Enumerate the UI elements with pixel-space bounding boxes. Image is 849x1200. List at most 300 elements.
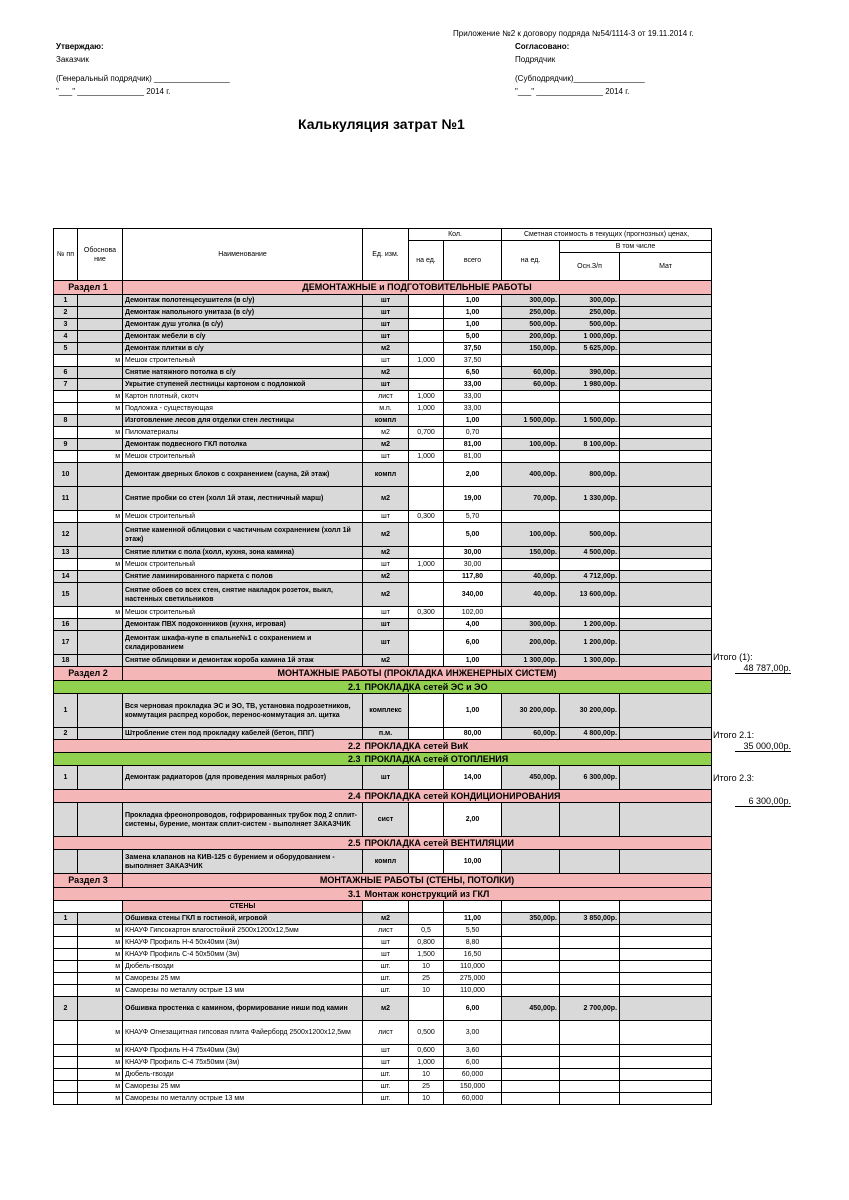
- material-row: [54, 949, 712, 961]
- walls-spacer: [54, 901, 123, 913]
- material-row: [54, 937, 712, 949]
- total-1-label: Итого (1):: [713, 652, 753, 662]
- row-number: 6: [54, 367, 78, 379]
- row-unit: м2: [363, 583, 409, 607]
- row-main-salary: [560, 850, 620, 874]
- empty-cell: [363, 901, 409, 913]
- row-qty-per-unit: [409, 415, 444, 427]
- row-cost-per-unit: [502, 1081, 560, 1093]
- row-qty-total: 30,00: [444, 547, 502, 559]
- row-main-salary: [560, 937, 620, 949]
- work-row: [54, 631, 712, 655]
- row-qty-per-unit: [409, 319, 444, 331]
- row-qty-total: 102,00: [444, 607, 502, 619]
- row-qty-per-unit: [409, 850, 444, 874]
- row-cost-per-unit: [502, 559, 560, 571]
- row-qty-total: 5,50: [444, 925, 502, 937]
- row-number: 9: [54, 439, 78, 451]
- agree-date: "___" _______________ 2014 г.: [515, 87, 630, 96]
- row-basis: м: [78, 961, 123, 973]
- row-materials: [620, 631, 712, 655]
- section-3-header: [54, 874, 712, 888]
- row-cost-per-unit: [502, 355, 560, 367]
- row-materials: [620, 427, 712, 439]
- row-basis: [78, 997, 123, 1021]
- row-qty-total: 81,00: [444, 439, 502, 451]
- row-unit: м2: [363, 523, 409, 547]
- row-materials: [620, 1069, 712, 1081]
- row-cost-per-unit: 400,00р.: [502, 463, 560, 487]
- work-row: [54, 803, 712, 837]
- row-cost-per-unit: 60,00р.: [502, 728, 560, 740]
- row-unit: п.м.: [363, 728, 409, 740]
- cost-table: [53, 228, 712, 1105]
- row-unit: шт.: [363, 1081, 409, 1093]
- row-name: Демонтаж ПВХ подоконников (кухня, игровая): [123, 619, 363, 631]
- row-qty-per-unit: 0,300: [409, 607, 444, 619]
- row-number: [54, 803, 78, 837]
- col-unit: Ед. изм.: [363, 229, 409, 281]
- row-qty-per-unit: 10: [409, 961, 444, 973]
- row-basis: м: [78, 607, 123, 619]
- row-number: 18: [54, 655, 78, 667]
- row-number: 2: [54, 997, 78, 1021]
- row-cost-per-unit: 300,00р.: [502, 619, 560, 631]
- row-basis: [78, 547, 123, 559]
- row-name: Демонтаж душ уголка (в с/у): [123, 319, 363, 331]
- material-row: [54, 607, 712, 619]
- row-main-salary: 6 300,00р.: [560, 766, 620, 790]
- row-materials: [620, 1045, 712, 1057]
- row-cost-per-unit: [502, 1021, 560, 1045]
- col-num: № пп: [54, 229, 78, 281]
- row-unit: шт.: [363, 1093, 409, 1105]
- row-basis: м: [78, 355, 123, 367]
- row-name: Саморезы 25 мм: [123, 1081, 363, 1093]
- row-unit: шт.: [363, 1069, 409, 1081]
- row-cost-per-unit: 40,00р.: [502, 571, 560, 583]
- work-row: [54, 367, 712, 379]
- row-basis: м: [78, 925, 123, 937]
- row-qty-per-unit: [409, 295, 444, 307]
- row-materials: [620, 728, 712, 740]
- row-number: 12: [54, 523, 78, 547]
- subsection-2-2: [54, 740, 712, 753]
- row-materials: [620, 961, 712, 973]
- row-unit: шт: [363, 949, 409, 961]
- row-main-salary: [560, 559, 620, 571]
- row-basis: [78, 367, 123, 379]
- row-unit: шт: [363, 307, 409, 319]
- row-qty-per-unit: [409, 343, 444, 355]
- row-unit: шт: [363, 607, 409, 619]
- row-qty-per-unit: [409, 997, 444, 1021]
- row-qty-total: 3,00: [444, 1021, 502, 1045]
- row-number: 7: [54, 379, 78, 391]
- row-qty-total: 4,00: [444, 619, 502, 631]
- row-main-salary: 13 600,00р.: [560, 583, 620, 607]
- row-qty-total: 81,00: [444, 451, 502, 463]
- subsection-number: 2.5: [54, 837, 363, 850]
- row-qty-total: 10,00: [444, 850, 502, 874]
- total-23-label: Итого 2.3:: [713, 773, 755, 783]
- row-qty-per-unit: 10: [409, 1093, 444, 1105]
- row-qty-per-unit: [409, 331, 444, 343]
- row-qty-total: 2,00: [444, 803, 502, 837]
- row-name: КНАУФ Профиль Н-4 50х40мм (3м): [123, 937, 363, 949]
- row-main-salary: [560, 1081, 620, 1093]
- row-materials: [620, 403, 712, 415]
- row-qty-per-unit: [409, 803, 444, 837]
- row-number: [54, 937, 78, 949]
- row-number: 2: [54, 307, 78, 319]
- row-cost-per-unit: [502, 1057, 560, 1069]
- row-cost-per-unit: [502, 1045, 560, 1057]
- col-qty: Кол.: [409, 229, 502, 241]
- row-main-salary: [560, 985, 620, 997]
- subsection-2-5: [54, 837, 712, 850]
- row-unit: шт: [363, 511, 409, 523]
- row-basis: [78, 415, 123, 427]
- row-materials: [620, 451, 712, 463]
- row-unit: шт: [363, 559, 409, 571]
- row-materials: [620, 355, 712, 367]
- row-main-salary: 8 100,00р.: [560, 439, 620, 451]
- approve-date: "___" _______________ 2014 г.: [56, 87, 171, 96]
- row-main-salary: [560, 607, 620, 619]
- row-main-salary: [560, 427, 620, 439]
- walls-label: СТЕНЫ: [123, 901, 363, 913]
- row-name: Демонтаж радиаторов (для проведения малярных работ): [123, 766, 363, 790]
- work-row: [54, 523, 712, 547]
- material-row: [54, 403, 712, 415]
- material-row: [54, 961, 712, 973]
- row-number: 5: [54, 343, 78, 355]
- row-materials: [620, 973, 712, 985]
- row-number: [54, 961, 78, 973]
- row-cost-per-unit: 200,00р.: [502, 631, 560, 655]
- row-basis: [78, 331, 123, 343]
- approve-general: (Генеральный подрядчик) _________________: [56, 74, 230, 83]
- row-qty-per-unit: [409, 571, 444, 583]
- row-name: Демонтаж мебели в с/у: [123, 331, 363, 343]
- row-name: Демонтаж напольного унитаза (в с/у): [123, 307, 363, 319]
- row-name: Демонтаж плитки в с/у: [123, 343, 363, 355]
- subsection-number: 2.4: [54, 790, 363, 803]
- row-basis: [78, 913, 123, 925]
- row-main-salary: 1 980,00р.: [560, 379, 620, 391]
- row-number: [54, 1093, 78, 1105]
- row-basis: [78, 463, 123, 487]
- row-basis: м: [78, 391, 123, 403]
- row-cost-per-unit: [502, 391, 560, 403]
- row-qty-total: 1,00: [444, 655, 502, 667]
- row-name: Саморезы 25 мм: [123, 973, 363, 985]
- row-qty-per-unit: 1,000: [409, 1057, 444, 1069]
- work-row: [54, 694, 712, 728]
- row-materials: [620, 850, 712, 874]
- row-materials: [620, 583, 712, 607]
- row-main-salary: 3 850,00р.: [560, 913, 620, 925]
- row-materials: [620, 343, 712, 355]
- row-name: Снятие натяжного потолка в с/у: [123, 367, 363, 379]
- row-main-salary: [560, 949, 620, 961]
- row-basis: м: [78, 427, 123, 439]
- row-materials: [620, 607, 712, 619]
- row-basis: м: [78, 1057, 123, 1069]
- row-main-salary: 500,00р.: [560, 523, 620, 547]
- row-cost-per-unit: [502, 961, 560, 973]
- material-row: [54, 559, 712, 571]
- row-basis: м: [78, 511, 123, 523]
- row-name: Картон плотный, скотч: [123, 391, 363, 403]
- row-unit: м2: [363, 439, 409, 451]
- row-qty-per-unit: 0,5: [409, 925, 444, 937]
- row-cost-per-unit: 250,00р.: [502, 307, 560, 319]
- row-unit: компл: [363, 415, 409, 427]
- row-basis: [78, 439, 123, 451]
- row-qty-per-unit: [409, 694, 444, 728]
- work-row: [54, 343, 712, 355]
- row-main-salary: [560, 355, 620, 367]
- section-title: ДЕМОНТАЖНЫЕ и ПОДГОТОВИТЕЛЬНЫЕ РАБОТЫ: [123, 281, 712, 295]
- row-name: Дюбель-гвозди: [123, 961, 363, 973]
- row-basis: [78, 295, 123, 307]
- row-unit: шт: [363, 319, 409, 331]
- row-unit: шт: [363, 379, 409, 391]
- row-qty-per-unit: 0,600: [409, 1045, 444, 1057]
- work-row: [54, 997, 712, 1021]
- total-21-value: 35 000,00р.: [735, 741, 791, 752]
- material-row: [54, 1057, 712, 1069]
- total-21-label: Итого 2.1:: [713, 730, 755, 740]
- row-qty-per-unit: [409, 766, 444, 790]
- row-unit: м2: [363, 427, 409, 439]
- row-name: Демонтаж шкафа-купе в спальне№1 с сохранением и складированием: [123, 631, 363, 655]
- empty-cell: [444, 901, 502, 913]
- row-name: Обшивка стены ГКЛ в гостиной, игровой: [123, 913, 363, 925]
- row-basis: [78, 631, 123, 655]
- row-qty-per-unit: 1,000: [409, 403, 444, 415]
- row-materials: [620, 803, 712, 837]
- row-unit: шт: [363, 355, 409, 367]
- col-qty-total: всего: [444, 241, 502, 281]
- row-materials: [620, 571, 712, 583]
- row-cost-per-unit: 1 300,00р.: [502, 655, 560, 667]
- work-row: [54, 850, 712, 874]
- row-basis: м: [78, 949, 123, 961]
- row-qty-total: 60,000: [444, 1093, 502, 1105]
- row-cost-per-unit: [502, 973, 560, 985]
- row-basis: [78, 850, 123, 874]
- row-cost-per-unit: [502, 803, 560, 837]
- row-cost-per-unit: [502, 1093, 560, 1105]
- empty-cell: [620, 901, 712, 913]
- row-unit: компл: [363, 463, 409, 487]
- row-main-salary: 250,00р.: [560, 307, 620, 319]
- row-name: КНАУФ Огнезащитная гипсовая плита Файерборд 2500х1200х12,5мм: [123, 1021, 363, 1045]
- row-number: 1: [54, 913, 78, 925]
- row-number: [54, 511, 78, 523]
- row-qty-per-unit: 10: [409, 1069, 444, 1081]
- subsection-title: ПРОКЛАДКА сетей КОНДИЦИОНИРОВАНИЯ: [363, 790, 712, 803]
- row-qty-per-unit: 1,000: [409, 559, 444, 571]
- row-cost-per-unit: [502, 850, 560, 874]
- row-number: 11: [54, 487, 78, 511]
- row-qty-total: 340,00: [444, 583, 502, 607]
- row-qty-total: 6,50: [444, 367, 502, 379]
- row-qty-per-unit: 1,500: [409, 949, 444, 961]
- row-name: Дюбель-гвозди: [123, 1069, 363, 1081]
- row-qty-total: 5,70: [444, 511, 502, 523]
- row-materials: [620, 913, 712, 925]
- row-name: Укрытие ступеней лестницы картоном с подложкой: [123, 379, 363, 391]
- row-number: [54, 1081, 78, 1093]
- row-materials: [620, 391, 712, 403]
- row-main-salary: 1 200,00р.: [560, 619, 620, 631]
- row-number: [54, 1057, 78, 1069]
- row-name: Изготовление лесов для отделки стен лестницы: [123, 415, 363, 427]
- row-number: [54, 1021, 78, 1045]
- row-cost-per-unit: 350,00р.: [502, 913, 560, 925]
- work-row: [54, 547, 712, 559]
- row-cost-per-unit: 500,00р.: [502, 319, 560, 331]
- row-cost-per-unit: 40,00р.: [502, 583, 560, 607]
- row-main-salary: [560, 1069, 620, 1081]
- row-main-salary: [560, 1045, 620, 1057]
- work-row: [54, 415, 712, 427]
- row-qty-per-unit: 25: [409, 973, 444, 985]
- row-number: [54, 973, 78, 985]
- row-materials: [620, 487, 712, 511]
- row-basis: [78, 655, 123, 667]
- subsection-2-1: [54, 681, 712, 694]
- row-main-salary: [560, 451, 620, 463]
- material-row: [54, 1069, 712, 1081]
- row-main-salary: 4 500,00р.: [560, 547, 620, 559]
- row-name: Снятие пробки со стен (холл 1й этаж, лестничный марш): [123, 487, 363, 511]
- approve-role: Заказчик: [56, 55, 89, 64]
- row-qty-per-unit: 1,000: [409, 355, 444, 367]
- agree-subcontractor: (Субподрядчик)________________: [515, 74, 645, 83]
- section-label: Раздел 2: [54, 667, 123, 681]
- row-basis: м: [78, 403, 123, 415]
- row-cost-per-unit: [502, 1069, 560, 1081]
- row-number: 1: [54, 766, 78, 790]
- row-basis: [78, 728, 123, 740]
- row-unit: шт: [363, 451, 409, 463]
- row-unit: м2: [363, 547, 409, 559]
- row-materials: [620, 1093, 712, 1105]
- row-qty-total: 33,00: [444, 379, 502, 391]
- work-row: [54, 295, 712, 307]
- row-name: Мешок строительный: [123, 355, 363, 367]
- row-number: 1: [54, 694, 78, 728]
- row-qty-total: 33,00: [444, 403, 502, 415]
- row-unit: м2: [363, 571, 409, 583]
- row-main-salary: 30 200,00р.: [560, 694, 620, 728]
- row-qty-per-unit: [409, 379, 444, 391]
- row-main-salary: [560, 391, 620, 403]
- row-unit: шт.: [363, 985, 409, 997]
- row-unit: м2: [363, 487, 409, 511]
- row-name: Демонтаж дверных блоков с сохранением (сауна, 2й этаж): [123, 463, 363, 487]
- row-number: 14: [54, 571, 78, 583]
- row-qty-total: 14,00: [444, 766, 502, 790]
- row-materials: [620, 295, 712, 307]
- section-title: МОНТАЖНЫЕ РАБОТЫ (СТЕНЫ, ПОТОЛКИ): [123, 874, 712, 888]
- row-qty-total: 150,000: [444, 1081, 502, 1093]
- row-qty-per-unit: [409, 547, 444, 559]
- row-qty-total: 3,60: [444, 1045, 502, 1057]
- row-unit: м2: [363, 367, 409, 379]
- row-number: 10: [54, 463, 78, 487]
- row-basis: [78, 343, 123, 355]
- row-name: Прокладка фреонопроводов, гофрированных трубок под 2 сплит-системы, бурение, монтаж сплит-систем - выполняет ЗАКАЗЧИК: [123, 803, 363, 837]
- row-name: Мешок строительный: [123, 451, 363, 463]
- section-title: МОНТАЖНЫЕ РАБОТЫ (ПРОКЛАДКА ИНЖЕНЕРНЫХ СИСТЕМ): [123, 667, 712, 681]
- row-basis: [78, 803, 123, 837]
- row-qty-total: 117,80: [444, 571, 502, 583]
- row-cost-per-unit: 70,00р.: [502, 487, 560, 511]
- section-label: Раздел 1: [54, 281, 123, 295]
- subsection-title: Монтаж конструкций из ГКЛ: [363, 888, 712, 901]
- section-label: Раздел 3: [54, 874, 123, 888]
- row-materials: [620, 307, 712, 319]
- row-name: Снятие обоев со всех стен, снятие накладок розеток, выкл, настенных светильников: [123, 583, 363, 607]
- row-name: Замена клапанов на КИВ-125 с бурением и оборудованием - выполняет ЗАКАЗЧИК: [123, 850, 363, 874]
- subsection-number: 2.1: [54, 681, 363, 694]
- row-main-salary: 1 500,00р.: [560, 415, 620, 427]
- row-main-salary: 1 300,00р.: [560, 655, 620, 667]
- row-number: [54, 925, 78, 937]
- row-name: КНАУФ Гипсокартон влагостойкий 2500х1200х12,5мм: [123, 925, 363, 937]
- material-row: [54, 985, 712, 997]
- row-number: 2: [54, 728, 78, 740]
- row-main-salary: 300,00р.: [560, 295, 620, 307]
- row-number: [54, 403, 78, 415]
- row-qty-per-unit: [409, 463, 444, 487]
- col-name: Наименование: [123, 229, 363, 281]
- row-main-salary: [560, 511, 620, 523]
- row-cost-per-unit: 300,00р.: [502, 295, 560, 307]
- work-row: [54, 307, 712, 319]
- col-incl: В том числе: [560, 241, 712, 253]
- row-number: [54, 1069, 78, 1081]
- row-unit: комплекс: [363, 694, 409, 728]
- row-cost-per-unit: 450,00р.: [502, 997, 560, 1021]
- row-basis: [78, 766, 123, 790]
- walls-group-row: [54, 901, 712, 913]
- row-main-salary: [560, 1057, 620, 1069]
- row-qty-total: 275,000: [444, 973, 502, 985]
- material-row: [54, 1081, 712, 1093]
- subsection-title: ПРОКЛАДКА сетей ВЕНТИЛЯЦИИ: [363, 837, 712, 850]
- row-qty-total: 19,00: [444, 487, 502, 511]
- subsection-3-1: [54, 888, 712, 901]
- row-qty-per-unit: [409, 487, 444, 511]
- row-qty-total: 2,00: [444, 463, 502, 487]
- row-name: Мешок строительный: [123, 511, 363, 523]
- row-materials: [620, 694, 712, 728]
- row-number: [54, 949, 78, 961]
- row-qty-per-unit: 0,500: [409, 1021, 444, 1045]
- subsection-number: 2.2: [54, 740, 363, 753]
- row-materials: [620, 655, 712, 667]
- row-basis: [78, 694, 123, 728]
- row-main-salary: [560, 973, 620, 985]
- row-materials: [620, 1057, 712, 1069]
